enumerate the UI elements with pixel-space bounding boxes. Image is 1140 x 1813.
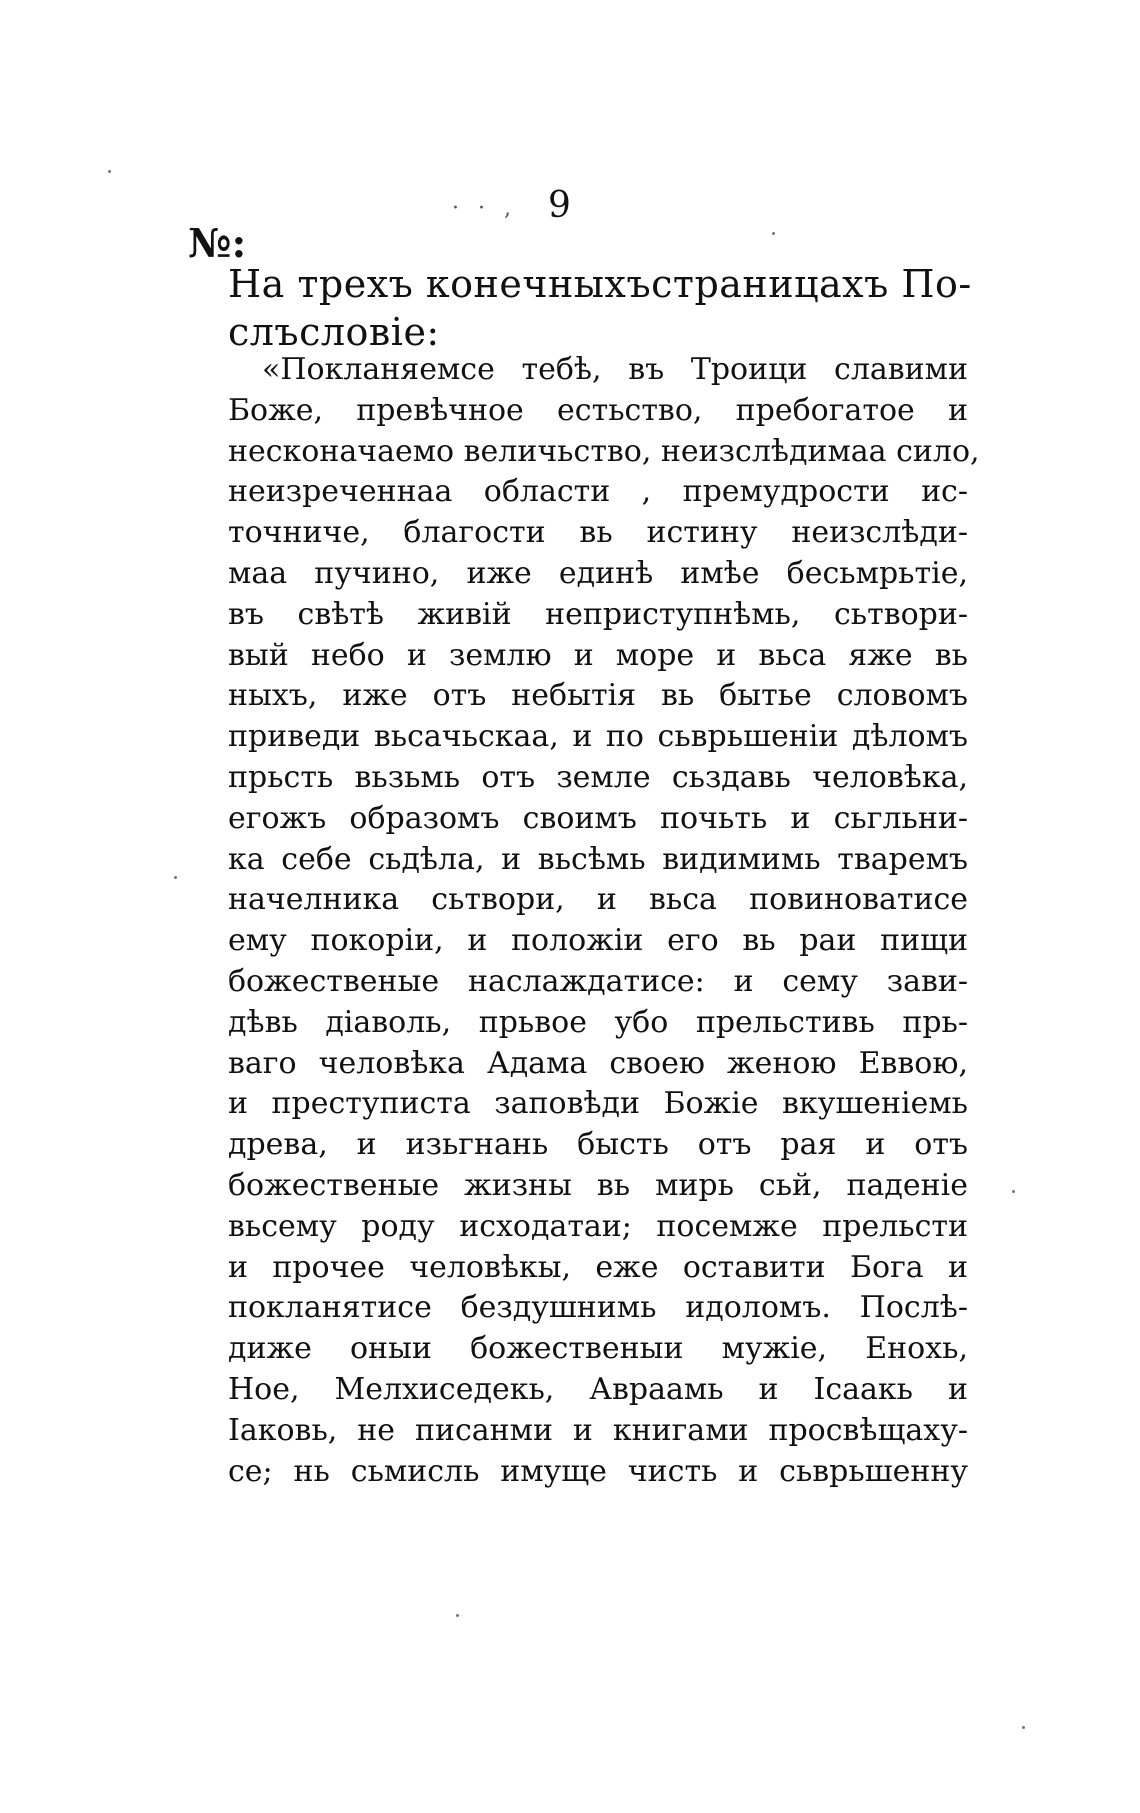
body-line: точниче, благости вь истину неизслѣди- [228, 515, 968, 551]
paper-speck [772, 232, 775, 235]
page-number: 9 [548, 185, 571, 226]
paper-speck [174, 876, 177, 879]
body-line: приведи вьсачьскаа, и по сьврьшеніи дѣломъ [228, 719, 968, 755]
body-line: несконачаемо величьство, неизслѣдимаа сило, [228, 433, 980, 469]
body-line: дѣвь діаволь, прьвое убо прельстивь прь- [228, 1004, 968, 1040]
body-line: прьсть вьзьмь отъ земле сьздавь человѣка, [228, 759, 968, 795]
body-line: «Покланяемсе тебѣ, въ Троици славими [262, 352, 968, 387]
paper-speck [456, 1614, 459, 1617]
body-line: се; нь сьмисль имуще чисть и сьврьшенну [228, 1453, 968, 1489]
page-number-dots: · · , [452, 196, 517, 221]
body-line: божественые жизны вь мирь сьй, паденіе [228, 1167, 968, 1203]
body-line: и прочее человѣкы, еже оставити Бога и [228, 1249, 968, 1285]
body-line: покланятисе бездушнимь идоломъ. Послѣ- [228, 1290, 968, 1326]
body-line: божественые наслаждатисе: и сему зави- [228, 963, 968, 999]
paper-speck [1012, 1190, 1015, 1193]
body-line: егожъ образомъ своимъ почьть и сьгльни- [228, 800, 968, 836]
body-line: ваго человѣка Адама своею женою Еввою, [228, 1045, 968, 1081]
section-heading [228, 260, 972, 356]
heading-line: слъсловіе: [228, 310, 440, 354]
paper-speck [108, 170, 111, 173]
body-paragraph [228, 350, 980, 1492]
number-marker: №: [188, 220, 247, 267]
body-line: начелника сьтвори, и вьса повиноватисе [228, 882, 968, 918]
body-line: вый небо и землю и море и вьса яже вь [228, 637, 968, 673]
body-line: ка себе сьдѣла, и вьсѣмь видимимь тваремъ [228, 841, 968, 877]
paper-speck [1022, 1726, 1025, 1729]
body-line: и преступиста заповѣди Божіе вкушеніемь [228, 1086, 968, 1122]
body-line: Іаковь, не писанми и книгами просвѣщаху- [228, 1412, 968, 1448]
body-line: ныхъ, иже отъ небытія вь бытье словомъ [228, 678, 968, 714]
body-line: вьсему роду исходатаи; посемже прельсти [228, 1208, 968, 1244]
body-line: Ное, Мелхиседекь, Авраамь и Ісаакь и [228, 1371, 968, 1407]
heading-line: На трехъ конечныхъстраницахъ По- [228, 262, 972, 306]
body-line: Боже, превѣчное естьство, пребогатое и [228, 392, 968, 428]
body-line: ему покоріи, и положіи его вь раи пищи [228, 923, 968, 959]
body-line: древа, и изьгнань бысть отъ рая и отъ [228, 1127, 968, 1163]
body-line: неизреченнаа области , премудрости ис- [228, 474, 968, 510]
body-line: диже оныи божественыи мужіе, Енохь, [228, 1331, 968, 1367]
body-line: маа пучино, иже единѣ имѣе бесьмрьтіе, [228, 555, 968, 591]
body-line: въ свѣтѣ живій неприступнѣмь, сьтвори- [228, 596, 968, 632]
